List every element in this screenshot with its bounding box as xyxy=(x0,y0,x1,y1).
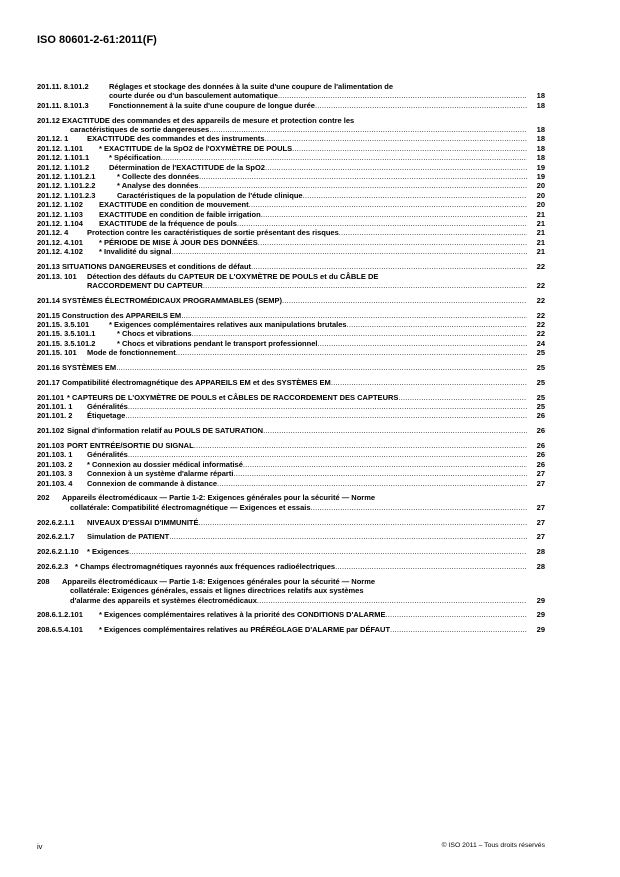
toc-entry[interactable] xyxy=(37,272,545,291)
toc-entry[interactable] xyxy=(37,532,545,541)
toc-entry-title: Caractéristiques de la population de l'étude clinique ..... xyxy=(117,191,527,200)
toc-page-number: 21 xyxy=(536,247,545,257)
toc-entry[interactable] xyxy=(37,238,545,247)
toc-entry-title: caractéristiques de sortie dangereuses ..... xyxy=(70,125,527,134)
toc-page-number: 20 xyxy=(536,200,545,210)
toc-entry-number: 201.12. 4.102 xyxy=(37,247,83,257)
toc-entry-number: 202.6.2.3 xyxy=(37,561,69,571)
toc-leader-dots xyxy=(199,172,527,181)
toc-leader-dots xyxy=(161,153,527,162)
toc-page-number: 27 xyxy=(536,502,545,512)
toc-entry-title: Appareils électromédicaux — Partie 1-8: Exigences générales pour la sécurité — Norme xyxy=(62,576,376,586)
toc-entry-title: EXACTITUDE en condition de mouvement ..... xyxy=(99,200,527,209)
toc-page-number: 29 xyxy=(536,610,545,620)
toc-page-number: 25 xyxy=(536,401,545,411)
toc-entry-title: EXACTITUDE des commandes et des instruments ..... xyxy=(87,134,527,143)
toc-entry[interactable] xyxy=(37,296,545,305)
toc-entry-number: 201.103. 3 xyxy=(37,469,73,479)
toc-entry-title: * Invalidité du signal ..... xyxy=(99,247,527,256)
toc-entry-title: Compatibilité électromagnétique des APPAREILS EM et des SYSTÈMES EM ..... xyxy=(62,378,527,387)
toc-entry-title: EXACTITUDE des commandes et des appareils de mesure et protection contre les xyxy=(62,115,355,125)
toc-page-number: 22 xyxy=(536,310,545,320)
toc-entry[interactable] xyxy=(37,329,545,338)
toc-leader-dots xyxy=(257,596,527,605)
toc-page-number: 28 xyxy=(536,561,545,571)
toc-leader-dots xyxy=(192,329,527,338)
toc-entry-title: * EXACTITUDE de la SpO2 de l'OXYMÈTRE DE POULS ..... xyxy=(99,144,527,153)
toc-entry-number: 201.102 xyxy=(37,426,65,436)
toc-leader-dots xyxy=(116,363,527,372)
toc-leader-dots xyxy=(251,262,527,271)
toc-entry-title: d'alarme des appareils et systèmes électromédicaux ..... xyxy=(70,596,527,605)
toc-entry[interactable] xyxy=(37,134,545,143)
toc-entry-number: 201.13 xyxy=(37,262,60,272)
toc-leader-dots xyxy=(263,426,527,435)
toc-entry[interactable] xyxy=(37,153,545,162)
toc-entry[interactable] xyxy=(37,191,545,200)
toc-entry[interactable] xyxy=(37,479,545,488)
toc-page-number: 27 xyxy=(536,532,545,542)
toc-entry-title: Réglages et stockage des données à la suite d'une coupure de l'alimentation de xyxy=(109,82,394,91)
toc-entry-title: * Exigences complémentaires relatives aux manipulations brutales ..... xyxy=(109,320,527,329)
toc-entry-number: 201.12 xyxy=(37,115,60,125)
toc-leader-dots xyxy=(176,348,527,357)
toc-entry-number: 202.6.2.1.1 xyxy=(37,517,75,527)
toc-entry-title: Fonctionnement à la suite d'une coupure de longue durée ..... xyxy=(109,101,527,110)
toc-entry[interactable] xyxy=(37,402,545,411)
toc-page-number: 19 xyxy=(536,172,545,182)
toc-entry[interactable] xyxy=(37,460,545,469)
toc-entry-number: 208.6.1.2.101 xyxy=(37,610,83,620)
toc-leader-dots xyxy=(217,479,527,488)
toc-page-number: 26 xyxy=(536,411,545,421)
toc-entry-number: 201.12. 1.101 xyxy=(37,143,83,153)
toc-entry[interactable] xyxy=(37,426,545,435)
toc-entry-number: 201.11. 8.101.2 xyxy=(37,82,89,91)
toc-entry-number: 201.16 xyxy=(37,362,60,372)
toc-leader-dots xyxy=(194,441,527,450)
toc-leader-dots xyxy=(261,210,527,219)
toc-page-number: 25 xyxy=(536,392,545,402)
toc-leader-dots xyxy=(129,547,527,556)
toc-page-number: 21 xyxy=(536,237,545,247)
toc-leader-dots xyxy=(169,532,527,541)
toc-page-number: 26 xyxy=(536,459,545,469)
toc-entry-title: Protection contre les caractéristiques de sortie présentant des risques ..... xyxy=(87,228,527,237)
toc-leader-dots xyxy=(128,450,527,459)
toc-entry[interactable] xyxy=(37,101,545,110)
toc-entry-number: 202.6.2.1.7 xyxy=(37,532,75,542)
toc-entry-title: SITUATIONS DANGEREUSES et conditions de défaut ..... xyxy=(62,262,527,271)
toc-entry-title: Connexion à un système d'alarme réparti ..... xyxy=(87,469,527,478)
toc-leader-dots xyxy=(331,378,527,387)
toc-entry[interactable] xyxy=(37,411,545,420)
toc-page-number: 21 xyxy=(536,209,545,219)
toc-page-number: 18 xyxy=(536,100,545,110)
toc-page-number: 28 xyxy=(536,547,545,557)
toc-entry-number: 201.12. 4.101 xyxy=(37,237,83,247)
toc-entry-title: SYSTÈMES ÉLECTROMÉDICAUX PROGRAMMABLES (SEMP) ..... xyxy=(62,296,527,305)
toc-entry-title: * Analyse des données ..... xyxy=(117,181,527,190)
toc-leader-dots xyxy=(335,562,527,571)
toc-leader-dots xyxy=(347,320,527,329)
toc-entry[interactable] xyxy=(37,228,545,237)
toc-entry-title: Détermination de l'EXACTITUDE de la SpO2 ..... xyxy=(109,163,527,172)
toc-entry-title: NIVEAUX D'ESSAI D'IMMUNITÉ ..... xyxy=(87,518,527,527)
toc-leader-dots xyxy=(198,181,527,190)
toc-leader-dots xyxy=(398,393,527,402)
toc-page-number: 22 xyxy=(536,329,545,339)
toc-entry-title: Connexion de commande à distance ..... xyxy=(87,479,527,488)
toc-leader-dots xyxy=(199,518,528,527)
toc-leader-dots xyxy=(233,469,527,478)
toc-entry-number: 201.15. 3.5.101.1 xyxy=(37,329,96,339)
toc-entry-title: Construction des APPAREILS EM ..... xyxy=(62,311,527,320)
toc-entry-number: 201.17 xyxy=(37,377,60,387)
toc-leader-dots xyxy=(125,411,527,420)
toc-entry-number: 201.15. 3.5.101.2 xyxy=(37,338,96,348)
toc-page-number: 22 xyxy=(536,280,545,290)
toc-entry[interactable] xyxy=(37,247,545,256)
toc-entry[interactable] xyxy=(37,116,545,135)
toc-leader-dots xyxy=(209,125,527,134)
toc-leader-dots xyxy=(317,339,527,348)
toc-entry-number: 201.103. 2 xyxy=(37,459,73,469)
toc-entry-title: * Chocs et vibrations pendant le transport professionnel ..... xyxy=(117,339,527,348)
toc-entry[interactable] xyxy=(37,311,545,320)
toc-entry-title: Étiquetage ..... xyxy=(87,411,527,420)
toc-leader-dots xyxy=(249,200,527,209)
toc-leader-dots xyxy=(278,91,527,100)
toc-entry-number: 208.6.5.4.101 xyxy=(37,625,83,635)
toc-entry[interactable] xyxy=(37,163,545,172)
toc-page-number: 22 xyxy=(536,262,545,272)
toc-entry-number: 201.12. 1.101.2.3 xyxy=(37,190,96,200)
page-number: iv xyxy=(37,842,43,851)
toc-leader-dots xyxy=(339,228,527,237)
toc-entry-number: 201.15 xyxy=(37,310,60,320)
toc-entry[interactable] xyxy=(37,210,545,219)
toc-leader-dots xyxy=(292,144,527,153)
toc-entry-title: * Exigences complémentaires relatives au PRÉRÉGLAGE D'ALARME par DÉFAUT ..... xyxy=(99,625,527,634)
toc-page-number: 25 xyxy=(536,377,545,387)
toc-entry[interactable] xyxy=(37,610,545,619)
toc-entry[interactable] xyxy=(37,493,545,512)
toc-entry[interactable] xyxy=(37,200,545,209)
toc-entry-title: EXACTITUDE en condition de faible irrigation ..... xyxy=(99,210,527,219)
toc-entry[interactable] xyxy=(37,518,545,527)
toc-entry[interactable] xyxy=(37,625,545,634)
toc-entry-title: Appareils électromédicaux — Partie 1-2: Exigences générales pour la sécurité — Norme xyxy=(62,493,376,503)
toc-entry-title: Mode de fonctionnement ..... xyxy=(87,348,527,357)
toc-page-number: 20 xyxy=(536,190,545,200)
toc-page-number: 19 xyxy=(536,162,545,172)
toc-entry-title: collatérale: Compatibilité électromagnétique — Exigences et essais ..... xyxy=(70,503,527,512)
toc-leader-dots xyxy=(311,503,527,512)
toc-page-number: 27 xyxy=(536,478,545,488)
toc-page-number: 26 xyxy=(536,450,545,460)
toc-entry-number: 201.12. 1.101.2.2 xyxy=(37,181,96,191)
toc-entry-title: Simulation de PATIENT ..... xyxy=(87,532,527,541)
toc-entry-number: 202.6.2.1.10 xyxy=(37,547,79,557)
toc-page-number: 25 xyxy=(536,348,545,358)
toc-entry-number: 201.11. 8.101.3 xyxy=(37,100,89,110)
toc-page-number: 18 xyxy=(536,143,545,153)
toc-entry-number: 201.12. 4 xyxy=(37,228,69,238)
toc-entry-number: 201.12. 1.101.2 xyxy=(37,162,90,172)
toc-entry-number: 201.13. 101 xyxy=(37,271,77,281)
toc-entry-title: Détection des défauts du CAPTEUR DE L'OXYMÈTRE DE POULS et du CÂBLE DE xyxy=(87,271,379,281)
toc-page-number: 26 xyxy=(536,426,545,436)
toc-leader-dots xyxy=(385,610,527,619)
document-header xyxy=(37,34,157,46)
toc-page-number: 24 xyxy=(536,338,545,348)
toc-entry-title: PORT ENTRÉE/SORTIE DU SIGNAL ..... xyxy=(67,441,527,450)
toc-entry[interactable] xyxy=(37,469,545,478)
toc-entry-title: * Collecte des données ..... xyxy=(117,172,527,181)
toc-entry-number: 201.12. 1.101.1 xyxy=(37,153,90,163)
toc-entry[interactable] xyxy=(37,393,545,402)
toc-page-number: 25 xyxy=(536,362,545,372)
toc-leader-dots xyxy=(265,134,527,143)
toc-page-number: 18 xyxy=(536,125,545,135)
toc-entry-number: 202 xyxy=(37,493,50,503)
toc-page-number: 21 xyxy=(536,228,545,238)
toc-entry-title: EXACTITUDE de la fréquence de pouls ..... xyxy=(99,219,527,228)
toc-page-number: 20 xyxy=(536,181,545,191)
toc-leader-dots xyxy=(172,247,527,256)
toc-entry-title: * Chocs et vibrations ..... xyxy=(117,329,527,338)
toc-leader-dots xyxy=(390,625,527,634)
toc-entry-title: * Exigences complémentaires relatives à la priorité des CONDITIONS D'ALARME ..... xyxy=(99,610,527,619)
toc-page-number: 22 xyxy=(536,295,545,305)
toc-page-number: 18 xyxy=(536,153,545,163)
toc-page-number: 29 xyxy=(536,595,545,605)
toc-entry-number: 201.15. 3.5.101 xyxy=(37,319,90,329)
toc-entry-title: * Exigences ..... xyxy=(87,547,527,556)
toc-entry-number: 201.103. 4 xyxy=(37,478,73,488)
toc-entry-number: 201.101. 2 xyxy=(37,411,73,421)
copyright-notice: © ISO 2011 – Tous droits réservés xyxy=(441,842,545,849)
toc-entry-title: Généralités ..... xyxy=(87,402,527,411)
toc-entry-number: 201.103 xyxy=(37,440,65,450)
toc-entry-title: collatérale: Exigences générales, essais et lignes directrices relatifs aux systèmes xyxy=(70,586,364,596)
toc-entry[interactable] xyxy=(37,378,545,387)
toc-entry[interactable] xyxy=(37,219,545,228)
toc-entry[interactable] xyxy=(37,172,545,181)
document-title: ISO 80601-2-61:2011(F) xyxy=(37,34,157,46)
toc-entry-title: courte durée ou d'un basculement automatique ..... xyxy=(109,91,527,100)
toc-entry-number: 201.15. 101 xyxy=(37,348,77,358)
toc-entry-number: 201.14 xyxy=(37,295,60,305)
toc-page-number: 18 xyxy=(536,134,545,144)
toc-entry[interactable] xyxy=(37,262,545,271)
toc-entry-title: * Connexion au dossier médical informatisé ..... xyxy=(87,460,527,469)
toc-entry[interactable] xyxy=(37,82,545,101)
toc-entry[interactable] xyxy=(37,450,545,459)
toc-leader-dots xyxy=(258,238,527,247)
toc-page-number: 21 xyxy=(536,219,545,229)
toc-leader-dots xyxy=(265,163,527,172)
toc-page-number: 18 xyxy=(536,91,545,101)
toc-entry-title: * CAPTEURS DE L'OXYMÈTRE DE POULS et CÂBLES DE RACCORDEMENT DES CAPTEURS ..... xyxy=(67,393,527,402)
toc-entry[interactable] xyxy=(37,181,545,190)
toc-entry-number: 201.101 xyxy=(37,392,65,402)
toc-entry-number: 201.101. 1 xyxy=(37,401,73,411)
toc-page-number: 29 xyxy=(536,625,545,635)
toc-entry[interactable] xyxy=(37,363,545,372)
toc-entry-number: 201.12. 1 xyxy=(37,134,69,144)
toc-entry[interactable] xyxy=(37,348,545,357)
toc-entry-number: 208 xyxy=(37,576,50,586)
toc-leader-dots xyxy=(203,281,527,290)
toc-leader-dots xyxy=(128,402,527,411)
toc-entry[interactable] xyxy=(37,577,545,605)
toc-entry-number: 201.103. 1 xyxy=(37,450,73,460)
toc-entry-title: RACCORDEMENT DU CAPTEUR ..... xyxy=(87,281,527,290)
toc-entry-number: 201.12. 1.101.2.1 xyxy=(37,172,96,182)
toc-page-number: 22 xyxy=(536,319,545,329)
toc-entry-title: Signal d'information relatif au POULS DE SATURATION ..... xyxy=(67,426,527,435)
toc-entry-number: 201.12. 1.103 xyxy=(37,209,83,219)
toc-entry[interactable] xyxy=(37,441,545,450)
toc-entry[interactable] xyxy=(37,320,545,329)
toc-entry-title: Généralités ..... xyxy=(87,450,527,459)
toc-entry[interactable] xyxy=(37,562,545,571)
toc-leader-dots xyxy=(303,191,527,200)
toc-entry[interactable] xyxy=(37,144,545,153)
toc-entry-title: * PÉRIODE DE MISE À JOUR DES DONNÉES ..... xyxy=(99,238,527,247)
toc-entry-title: SYSTÈMES EM ..... xyxy=(62,363,527,372)
toc-entry-title: * Champs électromagnétiques rayonnés aux fréquences radioélectriques ..... xyxy=(75,562,527,571)
toc-leader-dots xyxy=(282,296,527,305)
toc-entry[interactable] xyxy=(37,339,545,348)
toc-leader-dots xyxy=(237,219,527,228)
toc-page-number: 27 xyxy=(536,469,545,479)
toc-leader-dots xyxy=(243,460,527,469)
toc-entry-number: 201.12. 1.104 xyxy=(37,219,83,229)
toc-entry-number: 201.12. 1.102 xyxy=(37,200,83,210)
toc-entry[interactable] xyxy=(37,547,545,556)
toc-page-number: 27 xyxy=(536,517,545,527)
toc-leader-dots xyxy=(315,101,527,110)
toc-page-number: 26 xyxy=(536,440,545,450)
toc-leader-dots xyxy=(181,311,527,320)
table-of-contents xyxy=(37,82,545,635)
toc-entry-title: * Spécification ..... xyxy=(109,153,527,162)
